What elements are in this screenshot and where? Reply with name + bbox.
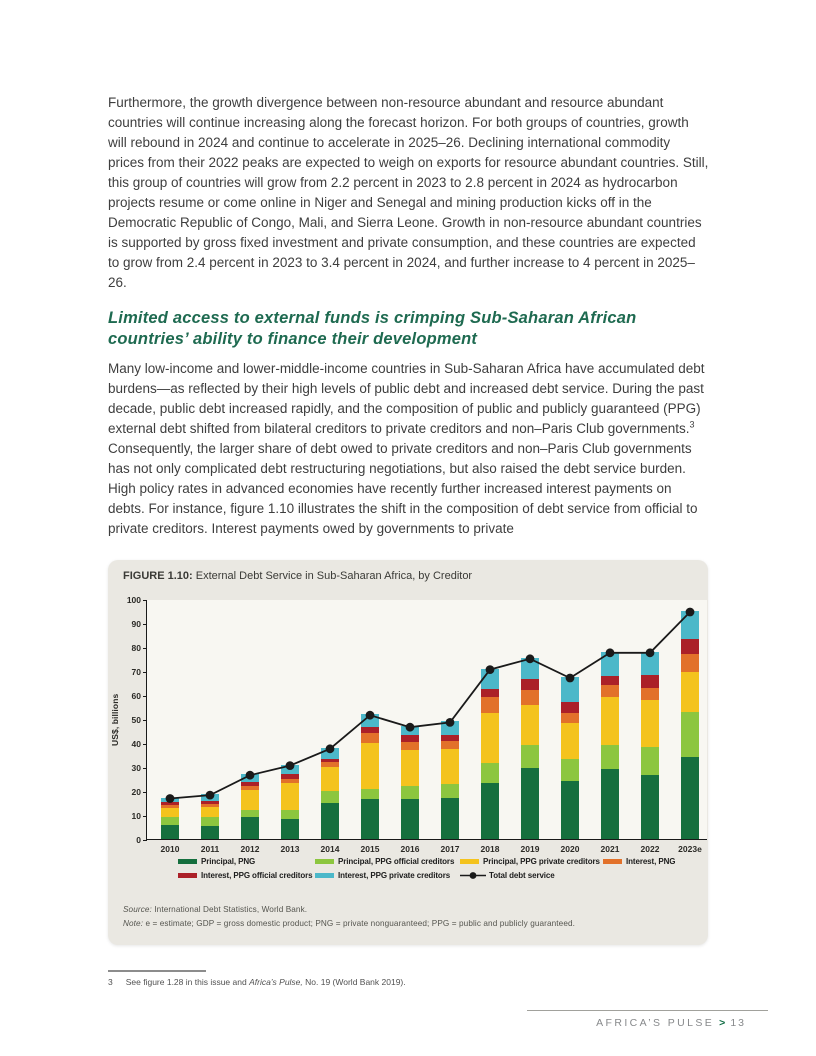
y-axis-tick-label: 70 xyxy=(131,667,141,677)
figure-source xyxy=(123,905,307,914)
note-text: e = estimate; GDP = gross domestic product; PNG = private nonguaranteed; PPG = public and publicly guaranteed. xyxy=(143,919,576,928)
x-axis-tick-label: 2014 xyxy=(320,844,340,854)
total-debt-service-point xyxy=(166,794,175,803)
x-axis-tick-label: 2010 xyxy=(160,844,180,854)
legend-item xyxy=(178,857,315,866)
source-text: International Debt Statistics, World Bank. xyxy=(151,905,308,914)
legend-color-swatch xyxy=(315,873,334,878)
legend-item xyxy=(460,857,603,866)
figure-panel xyxy=(108,560,708,945)
legend-label: Interest, PPG official creditors xyxy=(201,871,313,880)
legend-label: Interest, PNG xyxy=(626,857,676,866)
source-label: Source: xyxy=(123,905,152,914)
x-axis-tick-label: 2015 xyxy=(360,844,380,854)
total-debt-service-point xyxy=(646,648,655,657)
legend-color-swatch xyxy=(315,859,334,864)
plot-area xyxy=(126,595,707,854)
note-label: Note: xyxy=(123,919,144,928)
chevron-right-icon: > xyxy=(719,1017,726,1029)
debt-service-chart xyxy=(110,595,707,854)
total-debt-service-point xyxy=(366,711,375,720)
report-title: AFRICA’S PULSE xyxy=(596,1017,715,1029)
total-debt-service-point xyxy=(206,791,215,800)
footnote-reference: 3 xyxy=(689,419,695,430)
total-debt-service-point xyxy=(686,608,695,617)
paragraph-text: Many low-income and lower-middle-income countries in Sub-Saharan Africa have accumulated debt burdens—as reflected by their high levels of public debt and increased debt service. During the past decade, public debt increased rapidly, and the composition of public and publicly guaranteed (PPG) external debt shifted from bilateral creditors to private creditors and non–Paris Club governments. xyxy=(108,361,705,436)
legend-label: Total debt service xyxy=(489,871,555,880)
total-debt-service-point xyxy=(526,654,535,663)
legend-color-swatch xyxy=(460,859,479,864)
y-axis-tick-label: 30 xyxy=(131,763,141,773)
total-debt-service-point xyxy=(446,718,455,727)
paragraph-text: Consequently, the larger share of debt owed to private creditors and non–Paris Club governments has not only complicated debt restructuring negotiations, but also raised the debt service burden. High policy rates in advanced economies have recently further increased interest payments on debts. For instance, figure 1.10 illustrates the shift in the composition of debt service from official to private creditors. Interest payments owed by governments to private xyxy=(108,441,698,536)
footnote xyxy=(108,977,608,987)
x-axis-tick-label: 2022 xyxy=(640,844,660,854)
paragraph-growth-divergence: Furthermore, the growth divergence between non-resource abundant and resource abundant countries will continue increasing along the forecast horizon. For both groups of countries, growth will rebound in 2024 and continue to accelerate in 2025–26. Declining international commodity prices from their 2022 peaks are expected to weigh on exports for resource abundant countries. Still, this group of countries will grow from 2.2 percent in 2023 to 2.8 percent in 2024 as hydrocarbon projects resume or come online in Niger and Senegal and mining production kicks off in the Democratic Republic of Congo, Mali, and Sierra Leone. Growth in non-resource abundant countries is supported by gross fixed investment and private consumption, and these countries are expected to grow from 2.4 percent in 2023 to 3.4 percent in 2024, and further increase to 4 percent in 2025–26. xyxy=(108,95,709,290)
section-heading: Limited access to external funds is crimping Sub-Saharan African countries’ ability to finance their development xyxy=(108,309,637,348)
x-axis-tick-label: 2016 xyxy=(400,844,420,854)
legend-label: Principal, PNG xyxy=(201,857,256,866)
y-axis-tick-label: 40 xyxy=(131,739,141,749)
y-axis-tick-label: 10 xyxy=(131,811,141,821)
x-axis-tick-label: 2021 xyxy=(600,844,620,854)
legend-item xyxy=(603,857,703,866)
footnote-divider xyxy=(108,970,206,972)
figure-title xyxy=(123,570,472,582)
legend-item xyxy=(315,857,460,866)
total-debt-service-point xyxy=(566,674,575,683)
legend-item xyxy=(178,871,315,880)
total-debt-service-point xyxy=(326,744,335,753)
x-axis-tick-label: 2018 xyxy=(480,844,500,854)
page-number: 13 xyxy=(730,1017,746,1029)
x-axis-tick-label: 2017 xyxy=(440,844,460,854)
y-axis-tick-label: 20 xyxy=(131,787,141,797)
y-axis-tick-label: 90 xyxy=(131,619,141,629)
total-debt-service-point xyxy=(246,771,255,780)
legend-color-swatch xyxy=(178,873,197,878)
footnote-text-end: No. 19 (World Bank 2019). xyxy=(302,977,406,987)
x-axis-tick-label: 2012 xyxy=(240,844,260,854)
total-debt-service-point xyxy=(606,648,615,657)
footnote-text: See figure 1.28 in this issue and xyxy=(125,977,250,987)
y-axis-tick-label: 80 xyxy=(131,643,141,653)
figure-note xyxy=(123,919,575,928)
footnote-italic-title: Africa’s Pulse, xyxy=(249,977,303,987)
footnote-number: 3 xyxy=(108,977,113,987)
y-axis-tick-label: 50 xyxy=(131,715,141,725)
total-debt-service-point xyxy=(406,723,415,732)
chart-legend xyxy=(178,857,703,880)
legend-label: Principal, PPG private creditors xyxy=(483,857,600,866)
figure-title-text: External Debt Service in Sub-Saharan Africa, by Creditor xyxy=(192,570,473,582)
total-debt-service-point xyxy=(486,665,495,674)
paragraph-debt-burdens xyxy=(108,359,709,539)
x-axis-tick-label: 2023e xyxy=(678,844,702,854)
total-debt-service-point xyxy=(286,761,295,770)
x-axis-tick-label: 2019 xyxy=(520,844,540,854)
legend-item xyxy=(460,871,603,880)
legend-label: Principal, PPG official creditors xyxy=(338,857,455,866)
legend-color-swatch xyxy=(603,859,622,864)
total-debt-service-line xyxy=(147,600,708,840)
y-axis-tick-label: 60 xyxy=(131,691,141,701)
footer-divider xyxy=(527,1010,768,1011)
y-axis-tick-label: 100 xyxy=(126,595,141,605)
x-axis-tick-label: 2020 xyxy=(560,844,580,854)
x-axis-tick-label: 2011 xyxy=(200,844,220,854)
legend-label: Interest, PPG private creditors xyxy=(338,871,451,880)
legend-line-swatch xyxy=(460,871,486,880)
legend-color-swatch xyxy=(178,859,197,864)
y-axis-title: US$, billions xyxy=(110,693,120,747)
page-footer xyxy=(527,1017,746,1029)
figure-number: FIGURE 1.10: xyxy=(123,570,193,582)
x-axis-tick-label: 2013 xyxy=(280,844,300,854)
legend-item xyxy=(315,871,460,880)
y-axis-tick-label: 0 xyxy=(136,835,141,845)
